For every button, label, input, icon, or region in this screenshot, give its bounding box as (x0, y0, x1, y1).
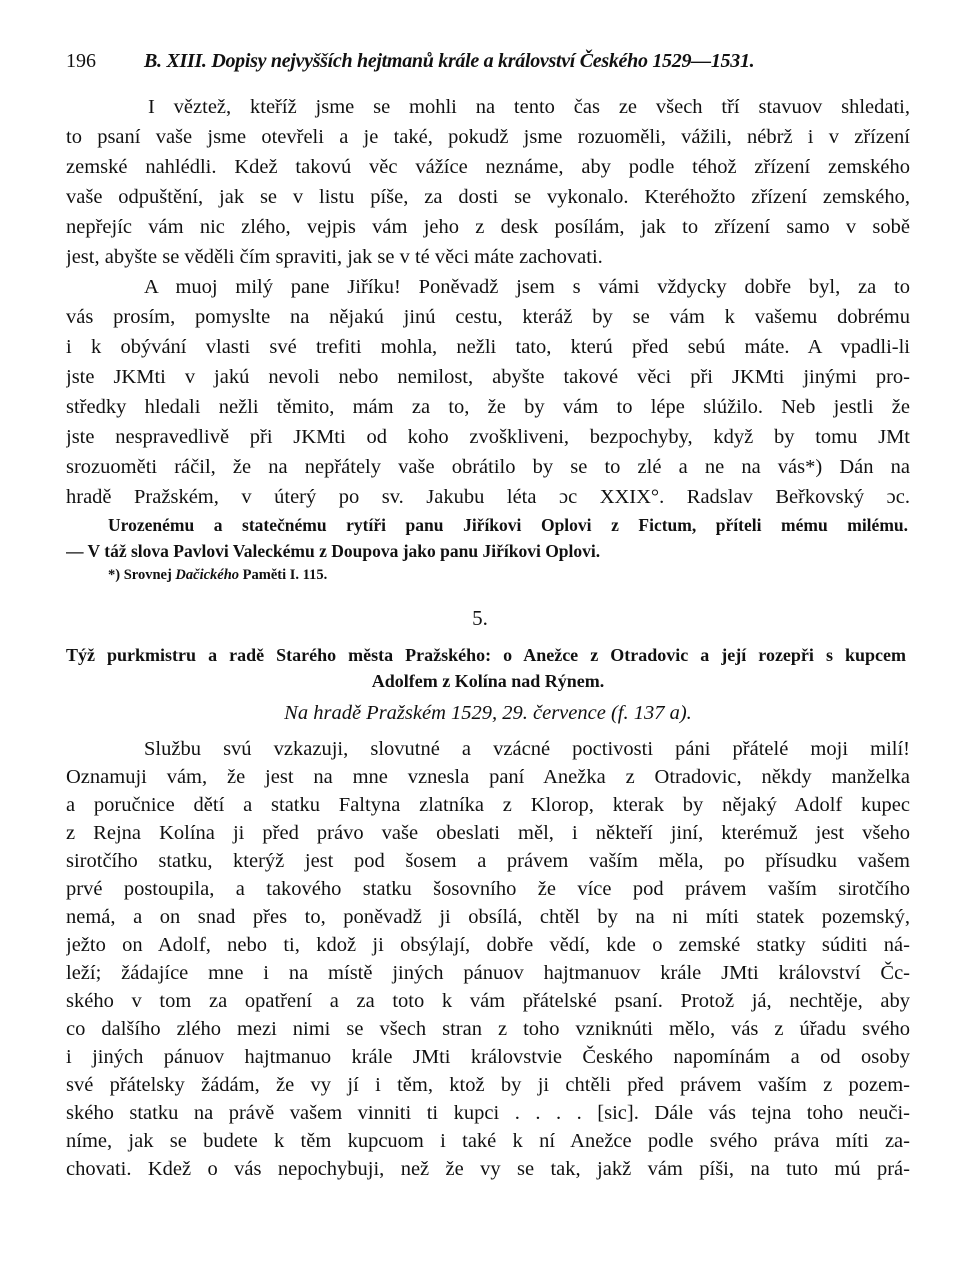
page-header (66, 50, 916, 78)
paragraph-line: srozuoměti ráčil, že na nepřátely vaše obrátilo by se to zlé a ne na vás*) Dán na (66, 456, 910, 478)
document-title: Týž purkmistru a radě Starého města Pražského: o Anežce z Otradovic a její rozepři s kupcem (66, 645, 906, 665)
paragraph-line: leží; žádajíce mne i na místě jiných pánuov hajtmanuov krále JMti království Čc- (66, 962, 910, 984)
paragraph-line: A muoj milý pane Jiříku! Poněvadž jsem s vámi vždycky dobře byl, za to (144, 276, 910, 298)
paragraph-line: sirotčího statku, kterýž jest pod šosem a právem vaším měla, po přísudku vašem (66, 850, 910, 872)
footnote-italic: Dačického (175, 567, 240, 583)
paragraph-line: z Rejna Kolína ji před právo vaše obeslati měl, i někteří jiní, kterémuž jest všeho (66, 822, 910, 844)
paragraph-line: jste JKMti v jakú nevoli nebo nemilost, abyšte takové věci při JKMti jinými pro- (66, 366, 910, 388)
paragraph-line: i jiných pánuov hajtmanuo krále JMti královstvie Českého napomínám a od osoby (66, 1046, 910, 1068)
paragraph-line: prvé postoupila, a takového statku šosovního že více pod právem vaším sirotčího (66, 878, 910, 900)
paragraph-line: vás prosím, pomyslte na nějakú jinú cestu, kteráž by se vám k vašemu dobrému (66, 306, 910, 328)
dateline: Na hradě Pražském 1529, 29. července (f. 137 a). (284, 702, 692, 724)
paragraph-line: Oznamuji vám, že jest na mne vznesla paní Anežka z Otradovic, někdy manželka (66, 766, 910, 788)
address-line: Urozenému a statečnému rytíři panu Jiříkovi Oplovi z Fictum, příteli mému milému. (108, 515, 908, 535)
paragraph-line: ského v tom za opatření a za toto k vám přátelské psaní. Protož já, nechtěje, aby (66, 990, 910, 1012)
paragraph-line: hradě Pražském, v úterý po sv. Jakubu léta ɔc XXIX°. Radslav Beřkovský ɔc. (66, 486, 910, 508)
paragraph-line: I věztež, kteříž jsme se mohli na tento čas ze všech tří stavuov shledati, (148, 96, 910, 118)
paragraph-line: své přátelsky žádám, že vy jí i těm, ktož by ji chtěli před právem vaším z pozem- (66, 1074, 910, 1096)
running-title: B. XIII. Dopisy nejvyšších hejtmanů krále a království Českého 1529—1531. (144, 50, 755, 72)
paragraph-line: Službu svú vzkazuji, slovutné a vzácné poctivosti páni přátelé moji milí! (144, 738, 910, 760)
paragraph-line: vaše odpuštění, jak se v listu píše, za dosti se vykonalo. Kteréhožto zřízení zemského, (66, 186, 910, 208)
paragraph-line: nepřejíc vám nic zlého, vejpis vám jeho z desk posílám, jak to zřízení samo v sobě (66, 216, 910, 238)
paragraph-line: zemské nahlédli. Kdež takovú věc vážíce neznáme, aby podle téhož zřízení zemského (66, 156, 910, 178)
paragraph-line: chovati. Kdež o vás nepochybuji, než že vy se tak, jakž vám píši, na tuto mú prá- (66, 1158, 910, 1180)
paragraph-line: níme, jak se budete k těm kupcuom i také k ní Anežce podle svého práva míti za- (66, 1130, 910, 1152)
paragraph-line: i k obývání vlasti své trefiti mohla, nežli tato, kterú před sebú máte. A vpadli-li (66, 336, 910, 358)
document-number: 5. (472, 606, 488, 630)
paragraph-line: jste nespravedlivě při JKMti od koho zvoškliveni, bezpochyby, když by tomu JMt (66, 426, 910, 448)
document-title-continued: Adolfem z Kolína nad Rýnem. (371, 671, 605, 691)
footnote (108, 567, 327, 584)
paragraph-line: co dalšího zlého mezi nimi se všech stran z toho vzniknúti mělo, vás z úřadu svého (66, 1018, 910, 1040)
paragraph-line: a poručnice dětí a statku Faltyna zlatníka z Klorop, kterak by nějaký Adolf kupec (66, 794, 910, 816)
paragraph-line: středky hledali nežli těmito, mám za to, že by vám to lépe slúžilo. Neb jestli že (66, 396, 910, 418)
footnote-rest: Paměti I. 115. (242, 567, 328, 583)
paragraph-line: to psaní vaše jsme otevřeli a je také, pokudž jsme rozuoměli, vážili, nébrž i v zřízení (66, 126, 910, 148)
paragraph-line: ského statku na právě vašem vinniti ti kupci . . . . [sic]. Dále vás tejna toho neuči- (66, 1102, 910, 1124)
paragraph-line: ježto on Adolf, nebo ti, kdož ji obsýlají, dobře vědí, kde o zemské statky súditi ná- (66, 934, 910, 956)
paragraph-line: jest, abyšte se věděli čím spraviti, jak se v té věci máte zachovati. (66, 246, 603, 268)
address-line: — V táž slova Pavlovi Valeckému z Doupova jako panu Jiříkovi Oplovi. (66, 541, 601, 561)
footnote-mark: *) Srovnej (108, 567, 172, 583)
paragraph-line: nemá, a on snad přes to, poněvadž ji obsílá, chtěl by na ni míti statek pozemský, (66, 906, 910, 928)
page-number: 196 (66, 50, 96, 72)
